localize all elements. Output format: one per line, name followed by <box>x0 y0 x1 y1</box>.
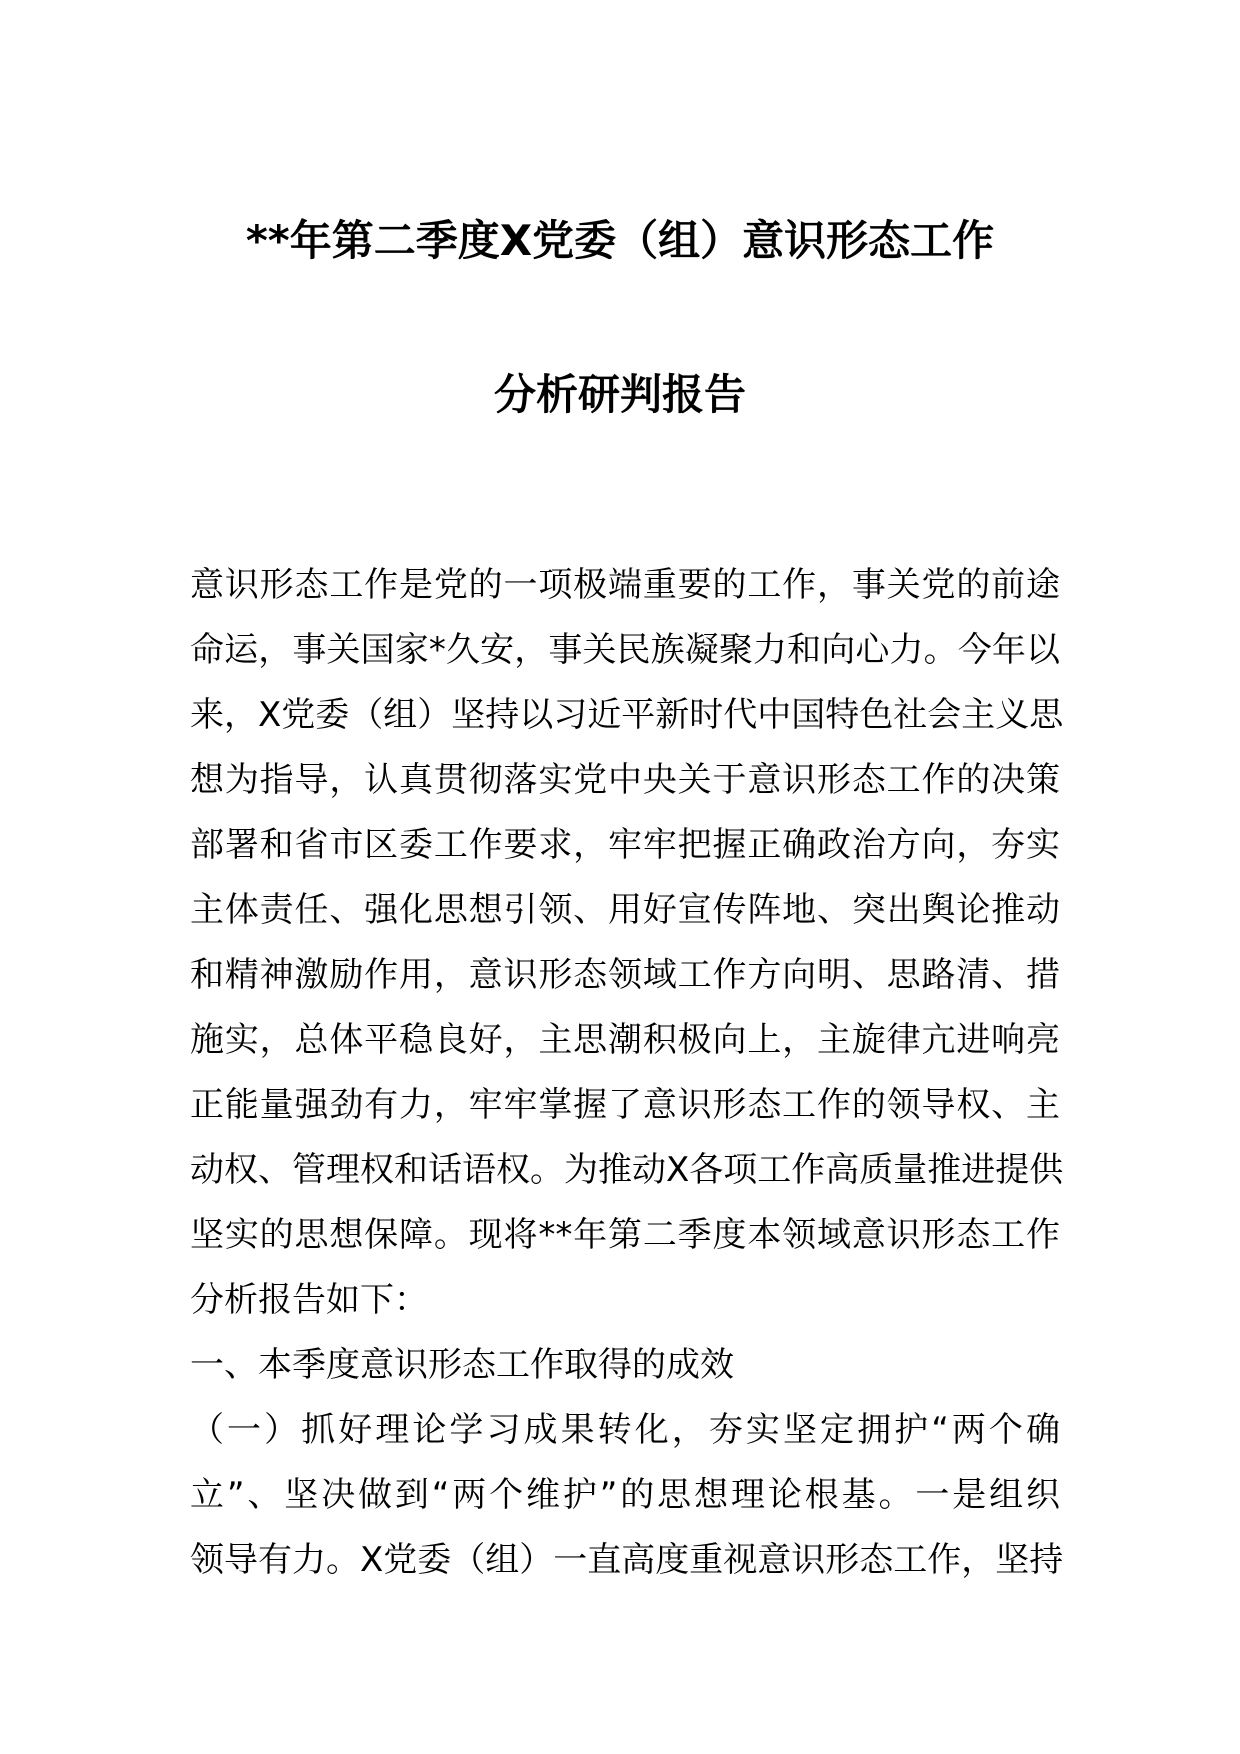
body-text-line: 施实，总体平稳良好，主思潮积极向上，主旋律亢进响亮 <box>190 1020 1060 1060</box>
body-text-line: 想为指导，认真贯彻落实党中央关于意识形态工作的决策 <box>190 760 1060 800</box>
document-body <box>190 553 1064 1593</box>
body-text-line: 来，X党委（组）坚持以习近平新时代中国特色社会主义思 <box>190 695 1064 735</box>
body-text-line: 动权、管理权和话语权。为推动X各项工作高质量推进提供 <box>190 1150 1064 1190</box>
body-text-line: 部署和省市区委工作要求，牢牢把握正确政治方向，夯实 <box>190 825 1060 865</box>
body-text-line: （一）抓好理论学习成果转化，夯实坚定拥护“两个确 <box>190 1410 1060 1450</box>
body-text-line: 和精神激励作用，意识形态领域工作方向明、思路清、措 <box>190 955 1060 995</box>
body-text-line: 命运，事关国家*久安，事关民族凝聚力和向心力。今年以 <box>190 630 1060 670</box>
body-text-line: 立”、坚决做到“两个维护”的思想理论根基。一是组织 <box>190 1475 1060 1515</box>
body-text-line: 意识形态工作是党的一项极端重要的工作，事关党的前途 <box>190 565 1060 605</box>
body-text-line: 坚实的思想保障。现将**年第二季度本领域意识形态工作 <box>190 1215 1060 1255</box>
document-title-line-2: 分析研判报告 <box>493 370 746 419</box>
body-text-line: 正能量强劲有力，牢牢掌握了意识形态工作的领导权、主 <box>190 1085 1060 1125</box>
body-text-line: 主体责任、强化思想引领、用好宣传阵地、突出舆论推动 <box>190 890 1060 930</box>
document-title-line-1: **年第二季度X党委（组）意识形态工作 <box>245 216 995 265</box>
body-text-line: 分析报告如下： <box>190 1280 428 1320</box>
section-heading: 一、本季度意识形态工作取得的成效 <box>190 1345 734 1385</box>
body-text-line: 领导有力。X党委（组）一直高度重视意识形态工作，坚持 <box>190 1540 1064 1580</box>
